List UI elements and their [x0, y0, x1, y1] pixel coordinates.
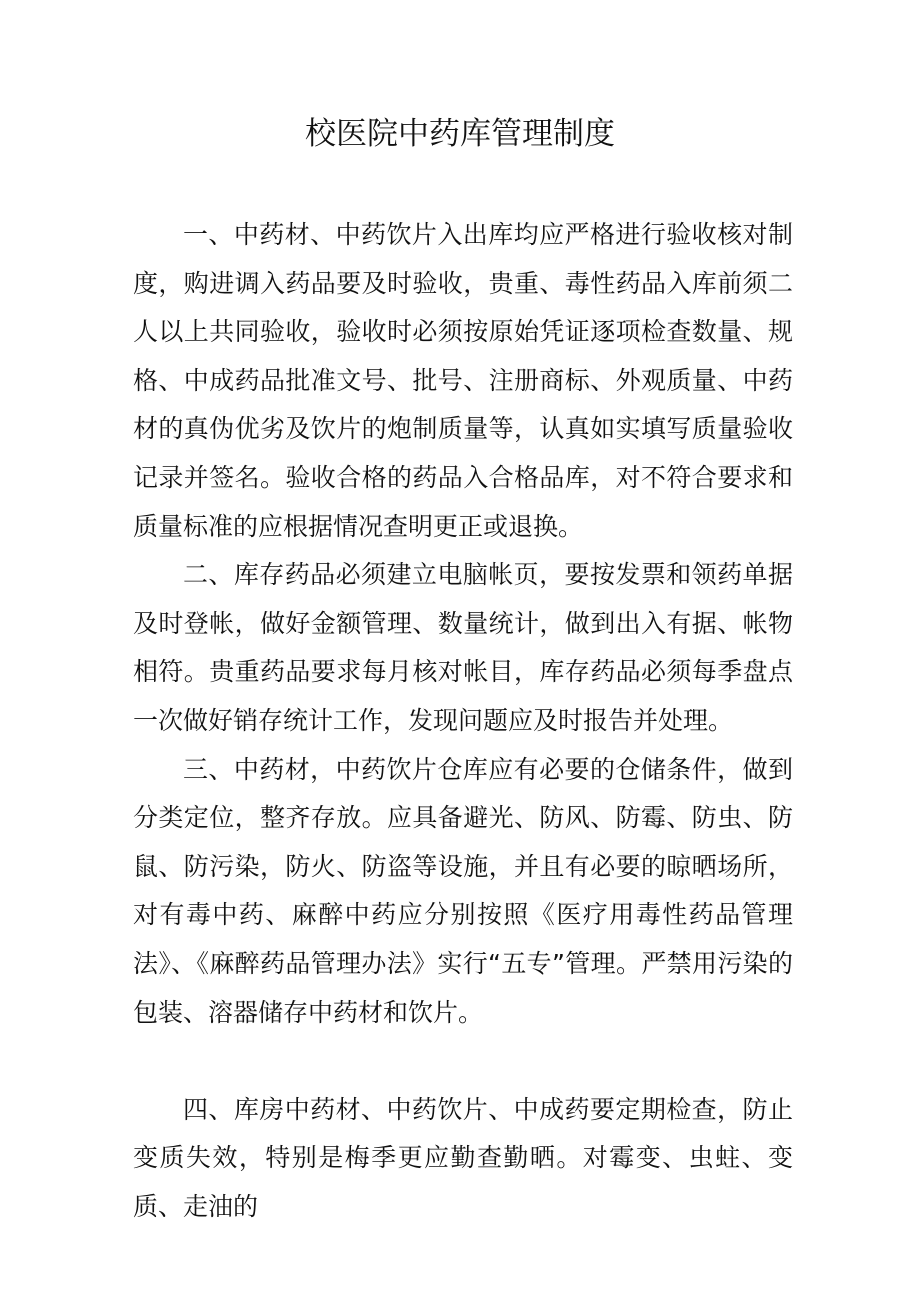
paragraph-3: 三、中药材，中药饮片仓库应有必要的仓储条件，做到分类定位，整齐存放。应具备避光、防风、防霉、防虫、防鼠、防污染，防火、防盗等设施，并且有必要的晾晒场所，对有毒中药、麻醉中药应分别按照《医疗用毒性药品管理法》、《麻醉药品管理办法》实行“五专”管理。严禁用污染的包装、溶器储存中药材和饮片。: [133, 754, 793, 1027]
paragraph-2: 二、库存药品必须建立电脑帐页，要按发票和领药单据及时登帐，做好金额管理、数量统计，做到出入有据、帐物相符。贵重药品要求每月核对帐目，库存药品必须每季盘点一次做好销存统计工作，发现问题应及时报告并处理。: [133, 560, 793, 735]
paragraph-4: 四、库房中药材、中药饮片、中成药要定期检查，防止变质失效，特别是梅季更应勤查勤晒。对霉变、虫蛀、变质、走油的: [133, 1094, 793, 1221]
document-body: [133, 211, 793, 1231]
paragraph-1: 一、中药材、中药饮片入出库均应严格进行验收核对制度，购进调入药品要及时验收，贵重、毒性药品入库前须二人以上共同验收，验收时必须按原始凭证逐项检查数量、规格、中成药品批准文号、批号、注册商标、外观质量、中药材的真伪优劣及饮片的炮制质量等，认真如实填写质量验收记录并签名。验收合格的药品入合格品库，对不符合要求和质量标准的应根据情况查明更正或退换。: [133, 220, 793, 541]
document-title: 校医院中药库管理制度: [305, 116, 615, 152]
